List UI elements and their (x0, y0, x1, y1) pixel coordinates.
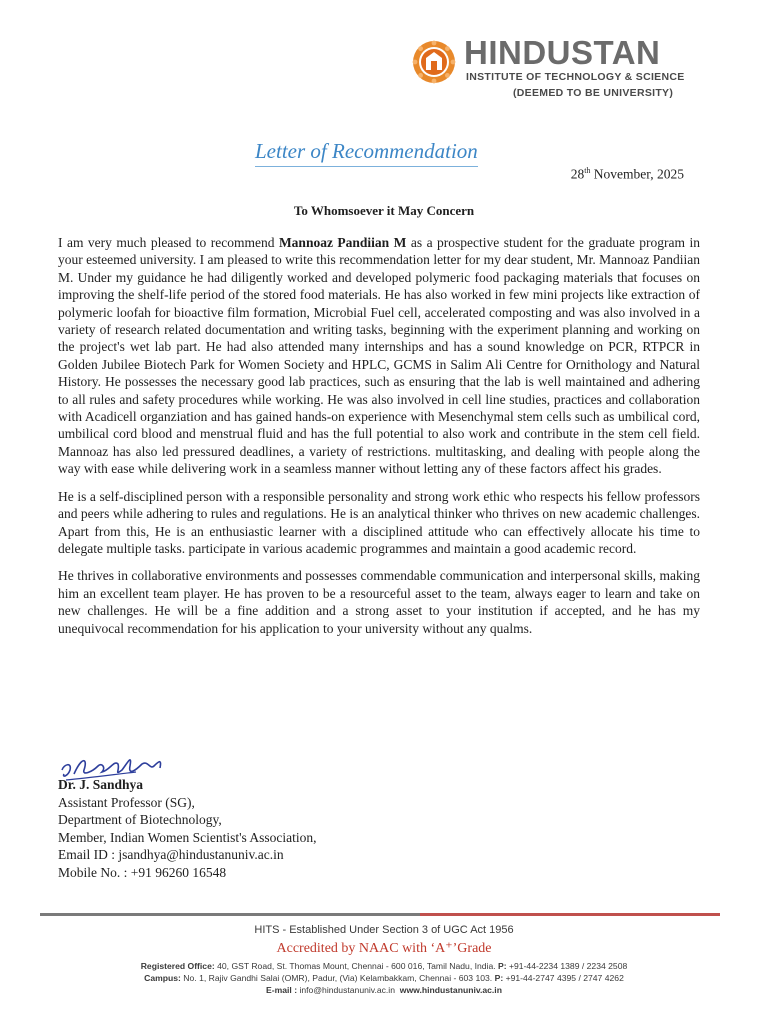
footer-email[interactable]: info@hindustanuniv.ac.in (297, 985, 395, 995)
brand-subtitle: INSTITUTE OF TECHNOLOGY & SCIENCE (466, 71, 685, 83)
footer-accreditation: Accredited by NAAC with ‘A⁺’Grade (276, 941, 492, 956)
signatory-membership: Member, Indian Women Scientist's Association, (58, 829, 317, 845)
student-name: Mannoaz Pandiian M (278, 235, 407, 250)
footer-registered-office (0, 960, 768, 972)
signatory-department: Department of Biotechnology, (58, 812, 222, 827)
p1-rest: as a prospective student for the graduate program in your esteemed university. I am pleased to write this recommendation letter for my dear student, Mr. Mannoaz Pandiian M. Under my guidance he had diligently worked and developed polymeric food packaging materials that focuses on improving the shelf-life period of the stored food materials. He has also worked in few mini projects like extraction of polymeric loofah for bioactive film formation, Microbial Fuel cell, accelerated composting and was also involved in a variety of research related documentation and writing tasks, beginning with the experiment planning and working on the project's wet lab part. He had also attended many internships and has a sound knowledge on PCR, RTPCR in Golden Jubilee Biotech Park for Women Society and HPLC, GCMS in Salim Ali Centre for Ornithology and Natural History. He possesses the necessary good lab practices, such as ensuring that the lab is well maintained and adhering to all rules and safety procedures while working. He was also involved in cell line studies, practices and collaboration with Acadicell organziation and has gained hands-on experience with Mesenchymal stem cells such as umbilical cord, umbilical cord blood and menstrual fluid and has the full potential to also work and contribute in the stem cell field. Mannoaz has also led pressured deadlines, a variety of restrictions. multitasking, and dealing with people along the way with ease while delivering work in a seamless manner without letting any of these factors affect his grades. (58, 235, 700, 477)
reg-text: 40, GST Road, St. Thomas Mount, Chennai - 600 016, Tamil Nadu, India. (214, 961, 499, 971)
footer-divider (40, 913, 720, 916)
brand-deemed: (DEEMED TO BE UNIVERSITY) (513, 87, 674, 99)
letter-title: Letter of Recommendation (255, 139, 478, 167)
university-emblem-icon (412, 40, 456, 84)
brand-name: HINDUSTAN (464, 34, 661, 71)
letter-body (58, 234, 700, 647)
reg-label: Registered Office: (140, 961, 215, 971)
p1-intro: I am very much pleased to recommend (58, 235, 279, 250)
paragraph-1 (58, 234, 700, 478)
reg-phone-label: P: (498, 961, 507, 971)
footer-divider-grey (40, 913, 420, 916)
signatory-name: Dr. J. Sandhya (58, 777, 144, 792)
date-rest: November, 2025 (590, 166, 684, 182)
signatory-mobile: Mobile No. : +91 96260 16548 (58, 864, 227, 880)
signatory-email: Email ID : jsandhya@hindustanuniv.ac.in (58, 847, 284, 862)
paragraph-2: He is a self-disciplined person with a responsible personality and strong work ethic who respects his fellow professors and peers while adhering to rules and regulations. He is an analytical thinker who thrives on new academic challenges. Apart from this, He is an enthusiastic learner with a disciplined attitude who can effectively allocate his time to delegate multiple tasks. participate in various academic programmes and maintain a good academic record. (58, 488, 700, 556)
salutation: To Whomsoever it May Concern (293, 203, 475, 218)
footer-established: HITS - Established Under Section 3 of UGC Act 1956 (254, 924, 514, 936)
footer-campus (0, 972, 768, 984)
letter-date (571, 166, 684, 183)
campus-label: Campus: (144, 973, 181, 983)
university-logo (412, 36, 712, 102)
date-day: 28 (570, 166, 585, 182)
date-suffix: th (584, 166, 591, 175)
paragraph-3: He thrives in collaborative environments and possesses commendable communication and interpersonal skills, making him an excellent team player. He has proven to be a resourceful asset to the team, always eager to learn and take on new challenges. He will be a fine addition and a strong asset to your institution if accepted, and he has my unequivocal recommendation for his application to your university without any qualms. (58, 568, 700, 636)
signatory-details (58, 776, 317, 881)
email-label: E-mail : (266, 985, 298, 995)
footer-contact (0, 984, 768, 996)
campus-phone-label: P: (494, 973, 504, 983)
signatory-role: Assistant Professor (SG), (58, 794, 195, 810)
footer-divider-red (420, 913, 720, 916)
footer-website-link[interactable]: www.hindustanuniv.ac.in (399, 985, 502, 995)
footer-addresses (0, 960, 768, 996)
campus-phone: +91-44-2747 4395 / 2747 4262 (503, 973, 624, 983)
reg-phone: +91-44-2234 1389 / 2234 2508 (506, 961, 628, 971)
campus-text: No. 1, Rajiv Gandhi Salai (OMR), Padur, (Via) Kelambakkam, Chennai - 603 103. (180, 973, 495, 983)
